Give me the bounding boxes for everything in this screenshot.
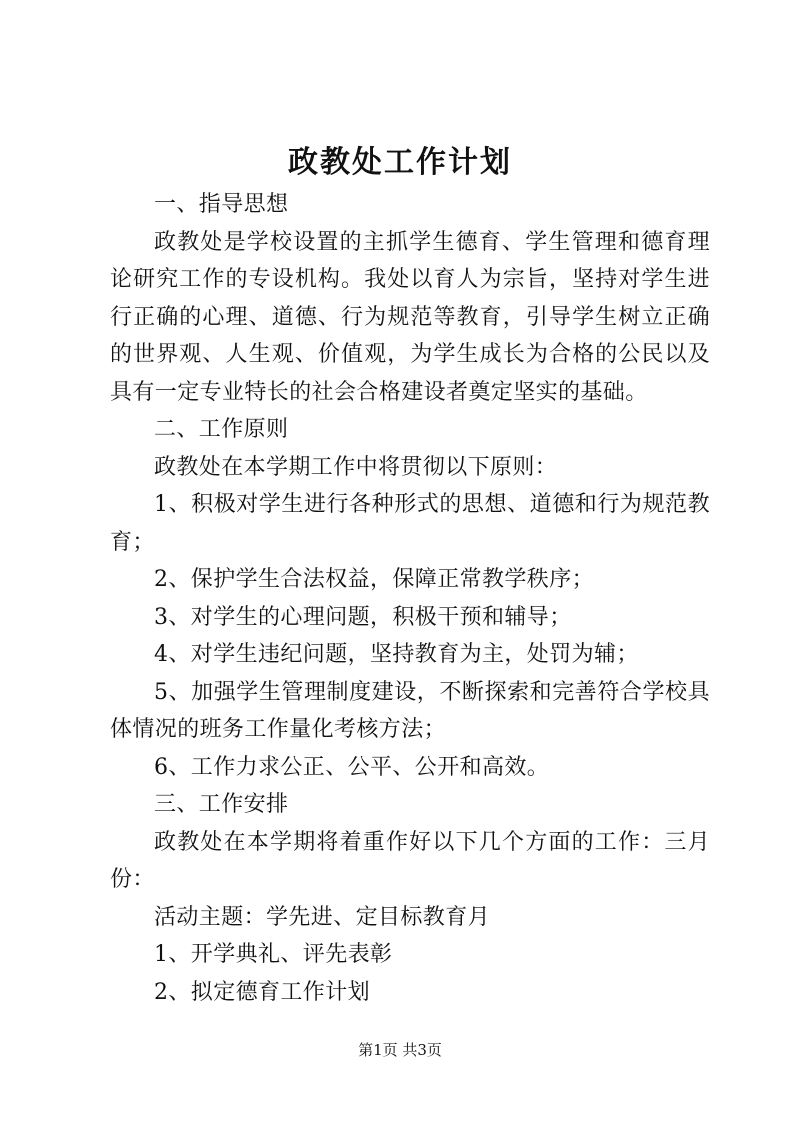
principle-item-3: 3、对学生的心理问题，积极干预和辅导； [154, 604, 572, 630]
section-heading-work-arrangement: 三、工作安排 [154, 792, 289, 817]
document-title: 政教处工作计划 [288, 145, 512, 180]
paragraph-arrangement-intro: 政教处在本学期将着重作好以下几个方面的工作：三月份： [110, 829, 710, 892]
page-footer: 第1页 共3页 [358, 1041, 442, 1059]
principle-item-2: 2、保护学生合法权益，保障正常教学秩序； [154, 567, 594, 592]
arrangement-item-1: 1、开学典礼、评先表彰 [154, 942, 393, 967]
section-heading-guiding-thought: 一、指导思想 [154, 192, 289, 217]
paragraph-guiding-thought: 政教处是学校设置的主抓学生德育、学生管理和德育理论研究工作的专设机构。我处以育人为宗旨，坚持对学生进行正确的心理、道德、行为规范等教育，引导学生树立正确的世界观、人生观、价值观，为学生成长为合格的公民以及具有一定专业特长的社会合格建设者奠定坚实的基础。 [110, 229, 710, 405]
principle-item-1: 1、积极对学生进行各种形式的思想、道德和行为规范教育； [110, 492, 710, 555]
document-body [110, 186, 710, 1011]
principle-item-5: 5、加强学生管理制度建设，不断探索和完善符合学校具体情况的班务工作量化考核方法； [110, 679, 710, 742]
principle-item-6: 6、工作力求公正、公平、公开和高效。 [154, 754, 550, 780]
arrangement-item-2: 2、拟定德育工作计划 [154, 979, 370, 1005]
principle-item-4: 4、对学生违纪问题，坚持教育为主，处罚为辅； [154, 642, 639, 667]
paragraph-activity-theme: 活动主题：学先进、定目标教育月 [154, 904, 491, 930]
section-heading-work-principles: 二、工作原则 [154, 417, 289, 442]
paragraph-principles-intro: 政教处在本学期工作中将贯彻以下原则： [154, 454, 558, 480]
